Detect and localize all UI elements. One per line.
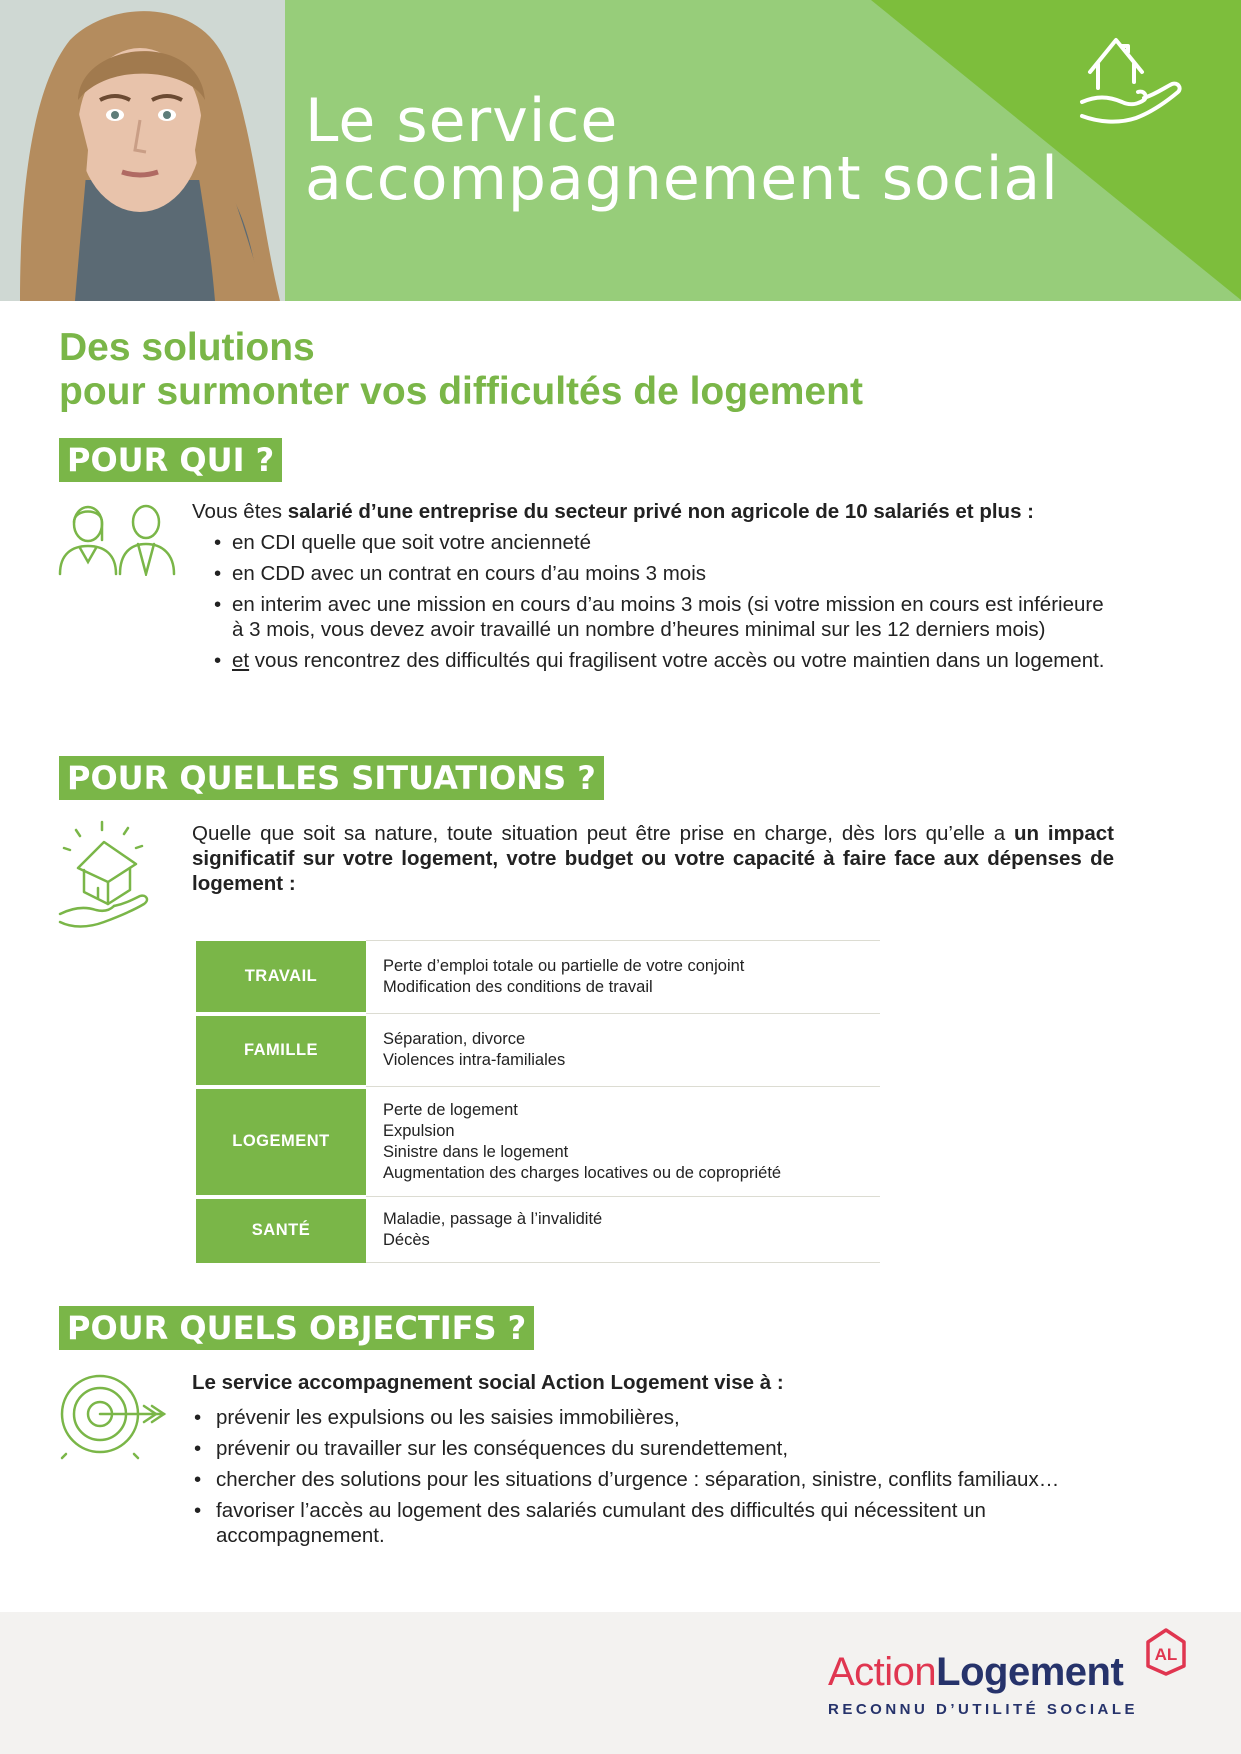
list-item: • en interim avec une mission en cours d’au moins 3 mois (si votre mission en cours est inférieure à 3 mois, vous devez avoir travaillé un nombre d’heures minimal sur les 12 derniers mois) [192,592,1117,642]
title-line-2: accompagnement social [305,144,1059,214]
table-row [196,941,880,1014]
house-in-hand-icon [1078,30,1186,130]
situations-plain: Quelle que soit sa nature, toute situation peut être prise en charge, dès lors qu’elle a [192,822,1015,845]
target-icon [56,1368,168,1460]
logo-part-logement: Logement [936,1650,1124,1694]
logo-tagline: RECONNU D’UTILITÉ SOCIALE [828,1701,1139,1718]
description-cell [366,1014,880,1087]
description-line: Perte de logement [383,1100,518,1119]
table-row [196,1087,880,1197]
house-on-hand-icon [58,818,158,930]
section-tag-objectifs: POUR QUELS OBJECTIFS ? [59,1306,534,1350]
description-line: Violences intra-familiales [383,1051,566,1069]
subtitle [59,326,863,414]
objectifs-list [192,1405,1122,1548]
objectifs-text [192,1370,1122,1554]
logo-badge-text: AL [1154,1645,1178,1664]
qui-text [192,499,1117,679]
category-cell: LOGEMENT [196,1087,366,1197]
objectifs-lead: Le service accompagnement social Action Logement vise à : [192,1371,784,1394]
description-cell [366,1197,880,1263]
situations-text [192,821,1114,896]
situations-bold: un impact significatif sur votre logement, votre budget ou votre capacité à faire face aux dépenses de logement : [192,822,1114,895]
situations-table [196,940,880,1263]
description-cell [366,941,880,1014]
description-line: Expulsion [383,1121,455,1140]
description-line: Sinistre dans le logement [383,1142,569,1161]
table-row [196,1014,880,1087]
list-item: • prévenir les expulsions ou les saisies immobilières, [192,1405,1122,1430]
list-item: • favoriser l’accès au logement des salariés cumulant des difficultés qui nécessitent un accompagnement. [192,1498,1122,1548]
description-line: Séparation, divorce [383,1030,526,1048]
description-line: Décès [383,1230,430,1249]
logo-badge-icon [1144,1628,1188,1676]
description-line: Maladie, passage à l’invalidité [383,1209,603,1228]
list-item: • en CDD avec un contrat en cours d’au moins 3 mois [192,561,1117,586]
description-cell [366,1087,880,1197]
two-people-icon [58,502,178,576]
header-banner [0,0,1241,301]
woman-portrait [0,0,285,301]
logo-wordmark [828,1650,1123,1695]
list-item: • prévenir ou travailler sur les conséquences du surendettement, [192,1436,1122,1461]
category-cell: SANTÉ [196,1197,366,1263]
qui-list [192,530,1117,673]
description-line: Perte d’emploi totale ou partielle de votre conjoint [383,957,745,975]
qui-lead-plain: Vous êtes [192,500,288,523]
page-title [305,86,1059,214]
table-row [196,1197,880,1263]
logo-part-action: Action [828,1650,937,1694]
list-item: • en CDI quelle que soit votre ancienneté [192,530,1117,555]
qui-lead-bold: salarié d’une entreprise du secteur privé non agricole de 10 salariés et plus : [287,500,1034,523]
subtitle-line-1: Des solutions [59,326,315,369]
action-logement-logo [828,1628,1198,1728]
category-cell: TRAVAIL [196,941,366,1014]
list-item [192,648,1117,673]
description-line: Modification des conditions de travail [383,978,653,996]
qui-lead [192,499,1117,524]
description-line: Augmentation des charges locatives ou de copropriété [383,1163,782,1182]
category-cell: FAMILLE [196,1014,366,1087]
subtitle-line-2: pour surmonter vos difficultés de logement [59,370,863,413]
list-item: • chercher des solutions pour les situations d’urgence : séparation, sinistre, conflits familiaux… [192,1467,1122,1492]
section-tag-qui: POUR QUI ? [59,438,282,482]
last-item-rest: vous rencontrez des difficultés qui fragilisent votre accès ou votre maintien dans un logement. [249,649,1105,672]
section-tag-situations: POUR QUELLES SITUATIONS ? [59,756,604,800]
underlined-et: et [232,649,250,672]
title-line-1: Le service [305,86,619,156]
